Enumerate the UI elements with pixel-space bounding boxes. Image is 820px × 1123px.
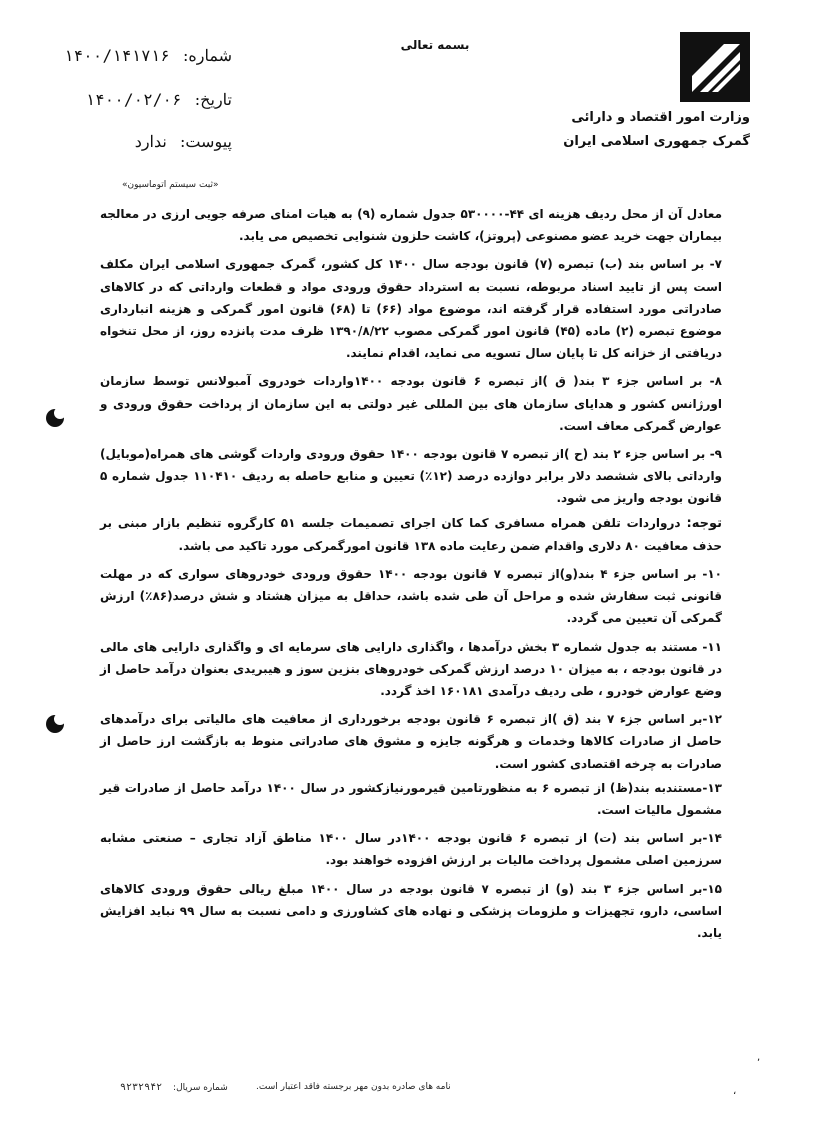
- attachment-label: پیوست:: [179, 132, 232, 151]
- letter-body: [100, 203, 722, 950]
- note-label: توجه:: [686, 515, 722, 531]
- letter-number: [64, 46, 232, 65]
- paragraph-12: ۱۲-بر اساس جزء ۷ بند (ق )از تبصره ۶ قانون بودجه برخورداری از معافیت های مالیاتی برای درآمدهای حاصل از صادرات کالاها وخدمات و هرگونه جایزه و مشوق های صادراتی منوط به بازگشت ارز حاصل از صادرات به چرخه اقتصادی کشور است.: [100, 712, 722, 771]
- letter-date: [85, 90, 232, 109]
- paragraph-intro: معادل آن از محل ردیف هزینه ای ۴۴-۵۳۰۰۰۰ جدول شماره (۹) به هیات امنای صرفه جویی ارزی در معالجه بیماران جهت خرید عضو مصنوعی (پروتز)، کاشت حلزون شنوایی تخصیص می یابد.: [100, 207, 722, 244]
- serial-value: ۹۲۳۲۹۴۲: [120, 1082, 163, 1093]
- paragraph-15: ۱۵-بر اساس جزء ۳ بند (و) از تبصره ۷ قانون بودجه در سال ۱۴۰۰ مبلغ ریالی حقوق ورودی کالاهای اساسی، دارو، تجهیزات و ملزومات پزشکی و نهاده های کشاورزی و دامی نسبت به سال ۹۹ نباید افزایش یابد.: [100, 881, 722, 941]
- page-dot-mark: ,: [757, 1052, 761, 1063]
- ministry-name: وزارت امور اقتصاد و دارائی: [571, 110, 750, 125]
- attachment-value: ندارد: [134, 132, 167, 151]
- paragraph-14: ۱۴-بر اساس بند (ت) از تبصره ۶ قانون بودجه ۱۴۰۰در سال ۱۴۰۰ مناطق آزاد تجاری – صنعتی مشابه سرزمین اصلی مشمول پرداخت مالیات بر ارزش افزوده خواهند بود.: [100, 831, 723, 868]
- serial-label: شماره سریال:: [173, 1083, 228, 1093]
- moon-mark-icon: [44, 407, 66, 429]
- footer-dot-mark: ،: [733, 1086, 737, 1097]
- date-value: ۱۴۰۰/۰۲/۰۶: [85, 90, 182, 109]
- footer-disclaimer: نامه های صادره بدون مهر برجسته فاقد اعتبار است.: [256, 1082, 451, 1092]
- note-text: درواردات تلفن همراه مسافری کما کان اجرای تصمیمات جلسه ۵۱ کارگروه تنظیم بازار مبنی بر حذف معافیت ۸۰ دلاری واقدام ضمن رعایت ماده ۱۳۸ قانون امورگمرکی مورد تاکید می باشد.: [100, 515, 722, 553]
- number-value: ۱۴۰۰/۱۴۱۷۱۶: [63, 46, 170, 65]
- paragraph-10: ۱۰- بر اساس جزء ۴ بند(و)از تبصره ۷ قانون بودجه ۱۴۰۰ حقوق ورودی خودروهای سواری که در مهلت قانونی ثبت سفارش شده و مراحل آن طی شده باشد، حداقل به میزان هشتاد و شش درصد(۸۶٪) ارزش گمرکی آن تعیین می گردد.: [100, 567, 722, 626]
- paragraph-13: ۱۳-مستندبه بند(ظ) از تبصره ۶ به منظورتامین قیرمورنیازکشور در سال ۱۴۰۰ درآمد حاصل از صادرات قیر مشمول مالیات است.: [100, 780, 722, 818]
- paragraph-7: ۷- بر اساس بند (ب) تبصره (۷) قانون بودجه سال ۱۴۰۰ کل کشور، گمرک جمهوری اسلامی ایران مکلف است پس از تایید اسناد مربوطه، نسبت به استرداد حقوق ورودی مواد و قطعات وارداتی که در کالاهای صادراتی مورد استفاده قرار گرفته اند، موضوع مواد (۶۶) تا (۶۸) قانون امور گمرکی و هزینه انبارداری موضوع تبصره (۲) ماده (۴۵) قانون امور گمرکی مصوب ۱۳۹۰/۸/۲۲ ظرف مدت پانزده روز، از محل تنخواه دریافتی از خزانه کل تا پایان سال تسویه می نماید، اقدام نمایند.: [100, 257, 722, 361]
- paragraph-8: ۸- بر اساس جزء ۳ بند( ق )از تبصره ۶ قانون بودجه ۱۴۰۰واردات خودروی آمبولانس توسط سازمان اورژانس کشور و هدایای سازمان های بین المللی غیر دولتی به این سازمان از پرداخت حقوق ورودی و عوارض گمرکی معاف است.: [100, 374, 722, 433]
- system-note: «ثبت سیستم اتوماسیون»: [122, 180, 219, 190]
- moon-mark-icon: [44, 713, 66, 735]
- customs-name: گمرک جمهوری اسلامی ایران: [563, 134, 750, 149]
- footer-serial: [120, 1082, 228, 1093]
- paragraph-11: ۱۱- مستند به جدول شماره ۳ بخش درآمدها ، واگذاری دارایی های سرمایه ای و واگذاری دارایی های مالی در قانون بودجه ، به میزان ۱۰ درصد ارزش گمرکی خودروهای بنزین سوز و هیبریدی بعنوان درآمد حاصل از وضع عوارض خودرو ، طی ردیف درآمدی ۱۶۰۱۸۱ اخذ گردد.: [100, 639, 723, 699]
- date-label: تاریخ:: [194, 90, 232, 109]
- number-label: شماره:: [182, 46, 232, 65]
- paragraph-note: [100, 512, 722, 557]
- letter-attachment: [135, 132, 232, 151]
- basmala-heading: بسمه تعالی: [400, 38, 470, 52]
- customs-logo-icon: [678, 30, 752, 104]
- paragraph-9: ۹- بر اساس جزء ۲ بند (ح )از تبصره ۷ قانون بودجه ۱۴۰۰ حقوق ورودی واردات گوشی های همراه(موبایل) وارداتی بالای ششصد دلار برابر دوازده درصد (۱۲٪) تعیین و منابع حاصله به ردیف ۱۱۰۴۱۰ جدول شماره ۵ قانون بودجه واریز می شود.: [100, 447, 723, 506]
